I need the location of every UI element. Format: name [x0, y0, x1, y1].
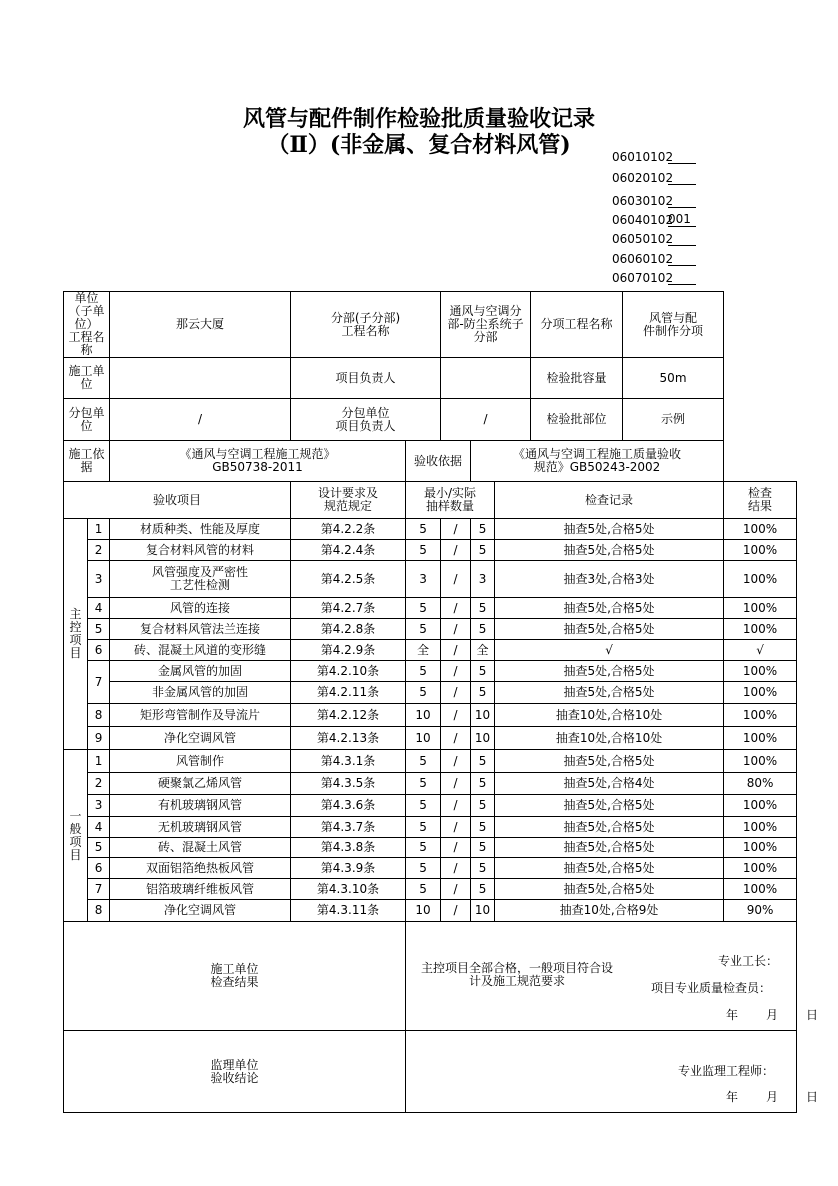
item-check-record[interactable]: 抽查5处,合格5处 [495, 750, 724, 773]
item-check-record[interactable]: 抽查10处,合格10处 [495, 727, 724, 750]
constructor-value [110, 358, 291, 399]
item-name: 非金属风管的加固 [110, 682, 291, 704]
item-name: 风管制作 [110, 750, 291, 773]
item-sample-slash: / [441, 519, 471, 540]
form-code-blank[interactable] [668, 150, 696, 164]
item-name: 材质种类、性能及厚度 [110, 519, 291, 540]
item-number: 6 [88, 858, 110, 879]
batch-location-value: 示例 [623, 399, 724, 441]
unit-name-label: 单位（子单位） 工程名称 [64, 292, 110, 358]
item-spec: 第4.3.10条 [291, 879, 406, 900]
item-check-result[interactable]: 100% [724, 561, 797, 598]
quality-inspector-signature-label[interactable]: 项目专业质量检查员： [651, 981, 772, 995]
table-row [64, 879, 797, 900]
item-sample-actual: 5 [471, 838, 495, 858]
form-code-number: 06070102 [612, 271, 674, 285]
inspection-record-table [63, 291, 819, 1113]
item-sample-slash: / [441, 598, 471, 619]
item-check-result[interactable]: 100% [724, 704, 797, 727]
item-check-record[interactable]: 抽查10处,合格9处 [495, 900, 724, 922]
table-row [64, 773, 797, 795]
item-check-result[interactable]: 100% [724, 795, 797, 817]
item-name: 铝箔玻璃纤维板风管 [110, 879, 291, 900]
item-sample-actual: 5 [471, 598, 495, 619]
item-check-record[interactable]: 抽查10处,合格10处 [495, 704, 724, 727]
item-sample-actual: 5 [471, 817, 495, 838]
item-spec: 第4.2.4条 [291, 540, 406, 561]
item-name: 硬聚氯乙烯风管 [110, 773, 291, 795]
form-code-1 [612, 171, 696, 185]
item-check-record[interactable]: 抽查5处,合格5处 [495, 682, 724, 704]
item-name: 砖、混凝土风道的变形缝 [110, 640, 291, 661]
item-check-record[interactable]: 抽查5处,合格5处 [495, 795, 724, 817]
item-sample-min: 全 [406, 640, 441, 661]
item-sample-min: 5 [406, 817, 441, 838]
item-spec: 第4.3.5条 [291, 773, 406, 795]
table-row [64, 795, 797, 817]
item-name: 净化空调风管 [110, 727, 291, 750]
item-sample-slash: / [441, 900, 471, 922]
supervision-year: 年 [726, 1090, 739, 1104]
table-row [64, 838, 797, 858]
item-sample-actual: 5 [471, 773, 495, 795]
project-manager-value [441, 358, 531, 399]
table-row [64, 661, 797, 682]
construction-check-row [64, 922, 797, 1031]
item-sample-actual: 10 [471, 704, 495, 727]
item-sample-actual: 5 [471, 795, 495, 817]
item-sample-min: 3 [406, 561, 441, 598]
item-check-result[interactable]: √ [724, 640, 797, 661]
item-number: 3 [88, 795, 110, 817]
construction-month: 月 [766, 1008, 779, 1022]
item-name: 复合材料风管法兰连接 [110, 619, 291, 640]
form-code-blank[interactable]: 001 [668, 213, 696, 227]
item-check-record[interactable]: 抽查5处,合格5处 [495, 598, 724, 619]
item-sample-min: 5 [406, 540, 441, 561]
project-manager-label: 项目负责人 [291, 358, 441, 399]
subdivision-name-value: 通风与空调分 部-防尘系统子分部 [441, 292, 531, 358]
item-name: 净化空调风管 [110, 900, 291, 922]
item-sample-actual: 5 [471, 879, 495, 900]
item-sample-slash: / [441, 858, 471, 879]
item-sample-slash: / [441, 682, 471, 704]
item-spec: 第4.2.9条 [291, 640, 406, 661]
foreman-signature-label[interactable]: 专业工长： [718, 954, 779, 968]
item-sample-slash: / [441, 640, 471, 661]
item-check-result[interactable]: 90% [724, 900, 797, 922]
item-name: 金属风管的加固 [110, 661, 291, 682]
form-code-2 [612, 194, 696, 208]
item-check-result[interactable]: 100% [724, 858, 797, 879]
item-sample-min: 5 [406, 773, 441, 795]
form-code-6 [612, 271, 696, 285]
col-spec-requirement: 设计要求及 规范规定 [291, 482, 406, 519]
item-sample-actual: 5 [471, 682, 495, 704]
item-sample-slash: / [441, 838, 471, 858]
item-sample-slash: / [441, 661, 471, 682]
item-spec: 第4.3.6条 [291, 795, 406, 817]
subcontractor-value: / [110, 399, 291, 441]
item-name-value: 风管与配 件制作分项 [623, 292, 724, 358]
item-number: 1 [88, 519, 110, 540]
item-spec: 第4.2.8条 [291, 619, 406, 640]
table-row [64, 750, 797, 773]
item-spec: 第4.2.5条 [291, 561, 406, 598]
item-check-result[interactable]: 100% [724, 879, 797, 900]
item-number: 9 [88, 727, 110, 750]
item-sample-slash: / [441, 540, 471, 561]
item-name: 有机玻璃钢风管 [110, 795, 291, 817]
batch-location-label: 检验批部位 [531, 399, 623, 441]
construction-conclusion[interactable]: 主控项目全部合格，一般项目符合设 计及施工规范要求 [421, 961, 614, 988]
item-sample-actual: 10 [471, 900, 495, 922]
item-number: 1 [88, 750, 110, 773]
form-code-blank[interactable] [668, 171, 696, 185]
acceptance-basis-value: 《通风与空调工程施工质量验收 规范》GB50243-2002 [471, 441, 724, 482]
table-row [64, 619, 797, 640]
table-row [64, 682, 797, 704]
item-check-result[interactable]: 100% [724, 619, 797, 640]
table-row [64, 858, 797, 879]
table-row [64, 519, 797, 540]
item-check-record[interactable]: 抽查5处,合格5处 [495, 879, 724, 900]
item-check-record[interactable]: 抽查5处,合格4处 [495, 773, 724, 795]
item-spec: 第4.2.7条 [291, 598, 406, 619]
subcontractor-pm-label: 分包单位 项目负责人 [291, 399, 441, 441]
general-items-label: 一 般 项 目 [64, 750, 88, 922]
item-check-record[interactable]: 抽查5处,合格5处 [495, 619, 724, 640]
item-check-result[interactable]: 100% [724, 598, 797, 619]
item-sample-actual: 5 [471, 619, 495, 640]
item-number: 7 [88, 661, 110, 704]
unit-name-value: 那云大厦 [110, 292, 291, 358]
item-spec: 第4.3.11条 [291, 900, 406, 922]
item-sample-actual: 5 [471, 519, 495, 540]
table-row [64, 640, 797, 661]
construction-basis-label: 施工依据 [64, 441, 110, 482]
item-number: 6 [88, 640, 110, 661]
item-sample-min: 10 [406, 727, 441, 750]
form-code-number: 06060102 [612, 252, 674, 266]
item-sample-actual: 全 [471, 640, 495, 661]
item-sample-slash: / [441, 817, 471, 838]
col-check-result: 检查 结果 [724, 482, 797, 519]
item-sample-actual: 3 [471, 561, 495, 598]
item-sample-slash: / [441, 773, 471, 795]
item-sample-min: 5 [406, 750, 441, 773]
form-title: 风管与配件制作检验批质量验收记录 [242, 106, 595, 132]
form-code-0 [612, 150, 696, 164]
item-check-result[interactable]: 100% [724, 661, 797, 682]
item-check-result[interactable]: 100% [724, 838, 797, 858]
item-number: 7 [88, 879, 110, 900]
item-number: 5 [88, 838, 110, 858]
item-sample-actual: 5 [471, 750, 495, 773]
item-check-record[interactable]: 抽查3处,合格3处 [495, 561, 724, 598]
item-sample-slash: / [441, 704, 471, 727]
item-number: 2 [88, 540, 110, 561]
form-subtitle: （Ⅱ）(非金属、复合材料风管) [267, 132, 571, 158]
item-number: 8 [88, 900, 110, 922]
item-check-record[interactable]: 抽查5处,合格5处 [495, 540, 724, 561]
item-check-record[interactable]: √ [495, 640, 724, 661]
item-check-result[interactable]: 80% [724, 773, 797, 795]
batch-capacity-value: 50m [623, 358, 724, 399]
item-number: 3 [88, 561, 110, 598]
item-name: 无机玻璃钢风管 [110, 817, 291, 838]
supervision-day: 日 [806, 1090, 819, 1104]
table-row [64, 817, 797, 838]
table-row [64, 561, 797, 598]
item-name: 双面铝箔绝热板风管 [110, 858, 291, 879]
item-spec: 第4.3.8条 [291, 838, 406, 858]
construction-basis-value: 《通风与空调工程施工规范》 GB50738-2011 [110, 441, 406, 482]
item-sample-actual: 5 [471, 661, 495, 682]
item-spec: 第4.2.13条 [291, 727, 406, 750]
item-number: 4 [88, 817, 110, 838]
item-name: 风管强度及严密性 工艺性检测 [110, 561, 291, 598]
item-sample-slash: / [441, 879, 471, 900]
item-sample-slash: / [441, 727, 471, 750]
item-sample-min: 5 [406, 619, 441, 640]
item-spec: 第4.2.10条 [291, 661, 406, 682]
item-name: 砖、混凝土风管 [110, 838, 291, 858]
table-row [64, 540, 797, 561]
item-number: 5 [88, 619, 110, 640]
col-sample-size: 最小/实际 抽样数量 [406, 482, 495, 519]
form-code-blank[interactable] [668, 194, 696, 208]
acceptance-basis-label: 验收依据 [406, 441, 471, 482]
item-spec: 第4.3.7条 [291, 817, 406, 838]
item-sample-min: 5 [406, 858, 441, 879]
form-code-4 [612, 232, 696, 246]
item-name: 复合材料风管的材料 [110, 540, 291, 561]
supervision-month: 月 [766, 1090, 779, 1104]
item-spec: 第4.3.9条 [291, 858, 406, 879]
form-code-blank[interactable] [668, 232, 696, 246]
item-check-record[interactable]: 抽查5处,合格5处 [495, 661, 724, 682]
form-code-number: 06010102 [612, 150, 674, 164]
item-sample-min: 5 [406, 598, 441, 619]
batch-capacity-label: 检验批容量 [531, 358, 623, 399]
construction-check-body [406, 922, 819, 1031]
item-check-record[interactable]: 抽查5处,合格5处 [495, 817, 724, 838]
constructor-label: 施工单位 [64, 358, 110, 399]
supervision-conclusion-label: 监理单位 验收结论 [64, 1031, 406, 1113]
form-code-number: 06030102 [612, 194, 674, 208]
subdivision-name-label: 分部(子分部) 工程名称 [291, 292, 441, 358]
construction-year: 年 [726, 1008, 739, 1022]
item-sample-slash: / [441, 750, 471, 773]
supervision-row [64, 1031, 797, 1113]
item-sample-slash: / [441, 619, 471, 640]
form-code-number: 06040102 [612, 213, 674, 227]
item-sample-actual: 5 [471, 540, 495, 561]
item-check-record[interactable]: 抽查5处,合格5处 [495, 838, 724, 858]
item-sample-slash: / [441, 561, 471, 598]
item-sample-min: 5 [406, 661, 441, 682]
item-check-result[interactable]: 100% [724, 682, 797, 704]
item-sample-min: 5 [406, 682, 441, 704]
table-row [64, 900, 797, 922]
form-code-number: 06020102 [612, 171, 674, 185]
table-row [64, 704, 797, 727]
item-sample-min: 5 [406, 519, 441, 540]
form-code-number: 06050102 [612, 232, 674, 246]
form-code-5 [612, 252, 696, 266]
col-acceptance-item: 验收项目 [64, 482, 291, 519]
main-control-items-label: 主 控 项 目 [64, 519, 88, 750]
item-spec: 第4.2.11条 [291, 682, 406, 704]
form-code-blank[interactable] [668, 252, 696, 266]
item-sample-min: 5 [406, 838, 441, 858]
item-name: 矩形弯管制作及导流片 [110, 704, 291, 727]
supervision-engineer-signature-label[interactable]: 专业监理工程师： [678, 1064, 775, 1078]
table-row [64, 598, 797, 619]
item-sample-actual: 5 [471, 858, 495, 879]
construction-day: 日 [806, 1008, 819, 1022]
item-sample-min: 5 [406, 795, 441, 817]
item-sample-actual: 10 [471, 727, 495, 750]
form-code-3 [612, 213, 696, 227]
item-check-result[interactable]: 100% [724, 727, 797, 750]
item-spec: 第4.2.12条 [291, 704, 406, 727]
item-check-result[interactable]: 100% [724, 750, 797, 773]
item-name: 风管的连接 [110, 598, 291, 619]
item-number: 4 [88, 598, 110, 619]
item-sample-min: 5 [406, 879, 441, 900]
item-spec: 第4.3.1条 [291, 750, 406, 773]
item-check-record[interactable]: 抽查5处,合格5处 [495, 519, 724, 540]
subcontractor-pm-value: / [441, 399, 531, 441]
col-check-record: 检查记录 [495, 482, 724, 519]
item-check-record[interactable]: 抽查5处,合格5处 [495, 858, 724, 879]
subcontractor-label: 分包单位 [64, 399, 110, 441]
item-check-result[interactable]: 100% [724, 817, 797, 838]
construction-check-label: 施工单位 检查结果 [64, 922, 406, 1031]
item-number: 8 [88, 704, 110, 727]
item-sample-min: 10 [406, 900, 441, 922]
item-sample-slash: / [441, 795, 471, 817]
item-check-result[interactable]: 100% [724, 540, 797, 561]
item-check-result[interactable]: 100% [724, 519, 797, 540]
supervision-body [406, 1031, 819, 1113]
item-spec: 第4.2.2条 [291, 519, 406, 540]
item-number: 2 [88, 773, 110, 795]
item-name-label: 分项工程名称 [531, 292, 623, 358]
table-row [64, 727, 797, 750]
form-code-blank[interactable] [668, 271, 696, 285]
item-sample-min: 10 [406, 704, 441, 727]
